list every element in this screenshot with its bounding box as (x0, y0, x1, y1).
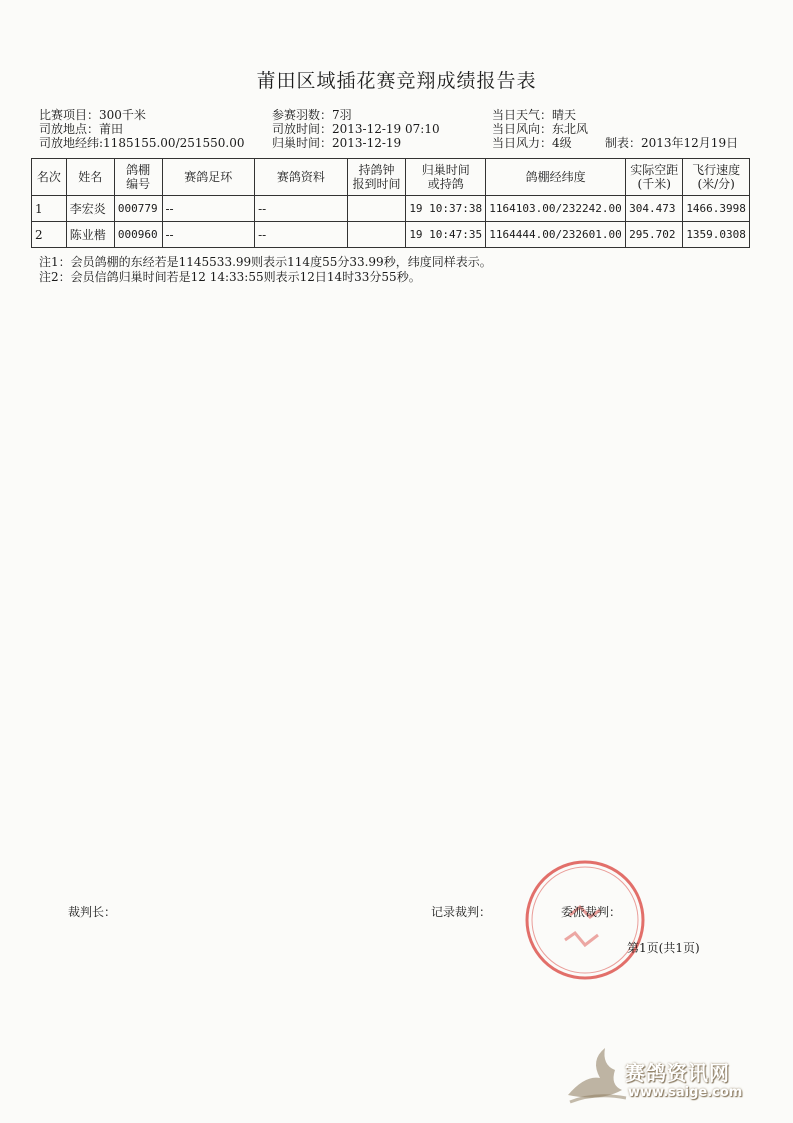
release-coords: 司放地经纬:1185155.00/251550.00 (39, 136, 245, 150)
cell-rank: 1 (32, 196, 67, 222)
page-number: 第1页(共1页) (627, 941, 700, 955)
cell-distance: 304.473 (626, 196, 683, 222)
entries: 参赛羽数：7羽 (272, 108, 352, 122)
header-arrive: 归巢时间 或持鸽 (406, 159, 486, 196)
cell-speed: 1359.0308 (683, 222, 750, 248)
header-info: 赛鸽资料 (255, 159, 348, 196)
cell-distance: 295.702 (626, 222, 683, 248)
release-place: 司放地点：莆田 (39, 122, 124, 136)
watermark-name: 赛鸽资讯网 (625, 1061, 730, 1085)
results-table (31, 158, 750, 248)
header-speed: 飞行速度 (米/分) (683, 159, 750, 196)
header-coords: 鸽棚经纬度 (486, 159, 626, 196)
note-1: 注1：会员鸽棚的东经若是1145533.99则表示114度55分33.99秒，纬度同样表示。 (39, 255, 492, 269)
cell-arrive: 19 10:37:38 (406, 196, 486, 222)
release-time: 司放时间：2013-12-19 07:10 (272, 122, 440, 136)
cell-rank: 2 (32, 222, 67, 248)
record-judge-label: 记录裁判： (431, 905, 492, 919)
cell-clock (347, 222, 406, 248)
cell-info: -- (255, 222, 348, 248)
race-item: 比赛项目：300千米 (39, 108, 146, 122)
header-name: 姓名 (66, 159, 114, 196)
cell-ring: -- (162, 222, 255, 248)
table-row (32, 222, 750, 248)
cell-loft: 000960 (114, 222, 162, 248)
cell-name: 李宏炎 (66, 196, 114, 222)
return-time: 归巢时间：2013-12-19 (272, 136, 402, 150)
cell-speed: 1466.3998 (683, 196, 750, 222)
chief-judge-label: 裁判长： (68, 905, 117, 919)
header-distance: 实际空距 (千米) (626, 159, 683, 196)
table-header-row (32, 159, 750, 196)
cell-loft: 000779 (114, 196, 162, 222)
note-2: 注2：会员信鸽归巢时间若是12 14:33:55则表示12日14时33分55秒。 (39, 270, 421, 284)
cell-coords: 1164103.00/232242.00 (486, 196, 626, 222)
header-rank: 名次 (32, 159, 67, 196)
cell-info: -- (255, 196, 348, 222)
header-clock: 持鸽钟 报到时间 (347, 159, 406, 196)
weather: 当日天气：晴天 (492, 108, 577, 122)
wind-force: 当日风力：4级 (492, 136, 572, 150)
watermark-logo-icon (560, 1040, 630, 1114)
header-loft-no: 鸽棚 编号 (114, 159, 162, 196)
watermark-url: www.saige.com (628, 1085, 743, 1100)
table-row (32, 196, 750, 222)
cell-coords: 1164444.00/232601.00 (486, 222, 626, 248)
cell-clock (347, 196, 406, 222)
appointed-judge-label: 委派裁判： (561, 905, 622, 919)
header-ring: 赛鸽足环 (162, 159, 255, 196)
cell-ring: -- (162, 196, 255, 222)
cell-arrive: 19 10:47:35 (406, 222, 486, 248)
cell-name: 陈业楷 (66, 222, 114, 248)
official-seal (520, 855, 650, 989)
report-title: 莆田区域插花赛竞翔成绩报告表 (256, 70, 537, 92)
made-date: 制表：2013年12月19日 (605, 136, 739, 150)
wind-direction: 当日风向：东北风 (492, 122, 589, 136)
notes (39, 255, 492, 285)
